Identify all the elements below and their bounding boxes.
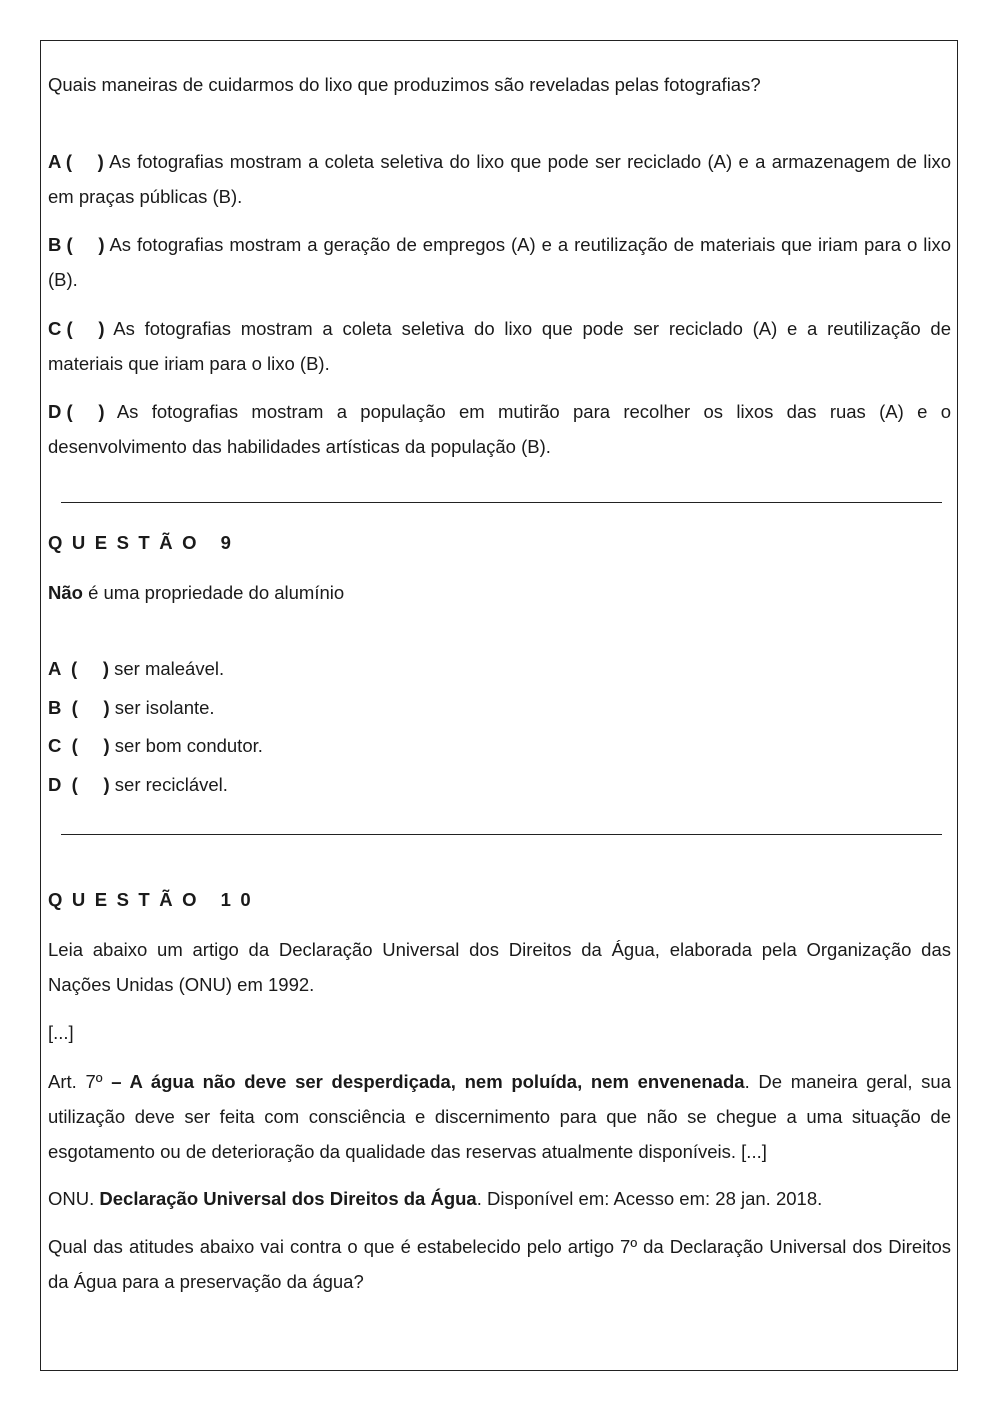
q10-question: Qual das atitudes abaixo vai contra o que é estabelecido pelo artigo 7º da Declaração Universal dos Direitos da Água para a preservação da água? xyxy=(48,1236,951,1292)
q9-title: QUESTÃO 9 xyxy=(48,532,241,553)
q9-option-d-label: D ( ) xyxy=(48,774,110,795)
q8-option-a[interactable] xyxy=(48,144,951,214)
q9-option-c-text: ser bom condutor. xyxy=(109,735,263,756)
q8-option-b-label: B ( ) xyxy=(48,234,105,255)
q8-option-a-label: A ( ) xyxy=(48,151,104,172)
q8-option-b-text: As fotografias mostram a geração de empregos (A) e a reutilização de materiais que iriam para o lixo (B). xyxy=(48,234,951,290)
q9-option-d-text: ser reciclável. xyxy=(109,774,228,795)
q9-option-b-label: B ( ) xyxy=(48,697,110,718)
q8-option-c[interactable] xyxy=(48,311,951,381)
q10-ellipsis: [...] xyxy=(48,1022,74,1043)
q9-option-a-text: ser maleável. xyxy=(108,658,225,679)
q10-source xyxy=(48,1181,822,1216)
q8-option-b[interactable] xyxy=(48,227,951,297)
q9-prompt-bold: Não xyxy=(48,582,83,603)
q10-article-bold: – A água não deve ser desperdiçada, nem poluída, nem envenenada xyxy=(111,1071,745,1092)
q10-title: QUESTÃO 10 xyxy=(48,889,261,910)
q10-article-prefix: Art. 7º xyxy=(48,1071,112,1092)
q8-option-d-text: As fotografias mostram a população em mutirão para recolher os lixos das ruas (A) e o desenvolvimento das habilidades artísticas da população (B). xyxy=(48,401,951,457)
q8-option-d-label: D ( ) xyxy=(48,401,105,422)
q9-option-b[interactable] xyxy=(48,690,215,725)
q8-option-c-text: As fotografias mostram a coleta seletiva do lixo que pode ser reciclado (A) e a reutilização de materiais que iriam para o lixo (B). xyxy=(48,318,951,374)
q10-source-prefix: ONU. xyxy=(48,1188,100,1209)
q9-prompt-rest: é uma propriedade do alumínio xyxy=(82,582,345,603)
q9-option-d[interactable] xyxy=(48,767,228,802)
separator-rule xyxy=(61,834,942,835)
q10-source-bold: Declaração Universal dos Direitos da Água xyxy=(99,1188,477,1209)
q9-option-a[interactable] xyxy=(48,651,224,686)
q10-intro: Leia abaixo um artigo da Declaração Universal dos Direitos da Água, elaborada pela Organização das Nações Unidas (ONU) em 1992. xyxy=(48,939,951,995)
q9-option-a-label: A ( ) xyxy=(48,658,109,679)
q9-option-c-label: C ( ) xyxy=(48,735,110,756)
q10-article-rest: . De maneira geral, sua utilização deve ser feita com consciência e discernimento para que não se chegue a uma situação de esgotamento ou de deterioração da qualidade das reservas atualmente disponíveis. [...] xyxy=(48,1071,952,1162)
separator-rule xyxy=(61,502,942,503)
q9-option-b-text: ser isolante. xyxy=(109,697,215,718)
q10-article xyxy=(48,1064,951,1169)
q9-prompt xyxy=(48,575,344,610)
q8-prompt: Quais maneiras de cuidarmos do lixo que produzimos são reveladas pelas fotografias? xyxy=(48,74,761,95)
q8-option-c-label: C ( ) xyxy=(48,318,105,339)
q10-source-rest: . Disponível em: Acesso em: 28 jan. 2018. xyxy=(476,1188,823,1209)
q8-option-d[interactable] xyxy=(48,394,951,464)
q8-option-a-text: As fotografias mostram a coleta seletiva do lixo que pode ser reciclado (A) e a armazenagem de lixo em praças públicas (B). xyxy=(48,151,951,207)
q9-option-c[interactable] xyxy=(48,728,263,763)
